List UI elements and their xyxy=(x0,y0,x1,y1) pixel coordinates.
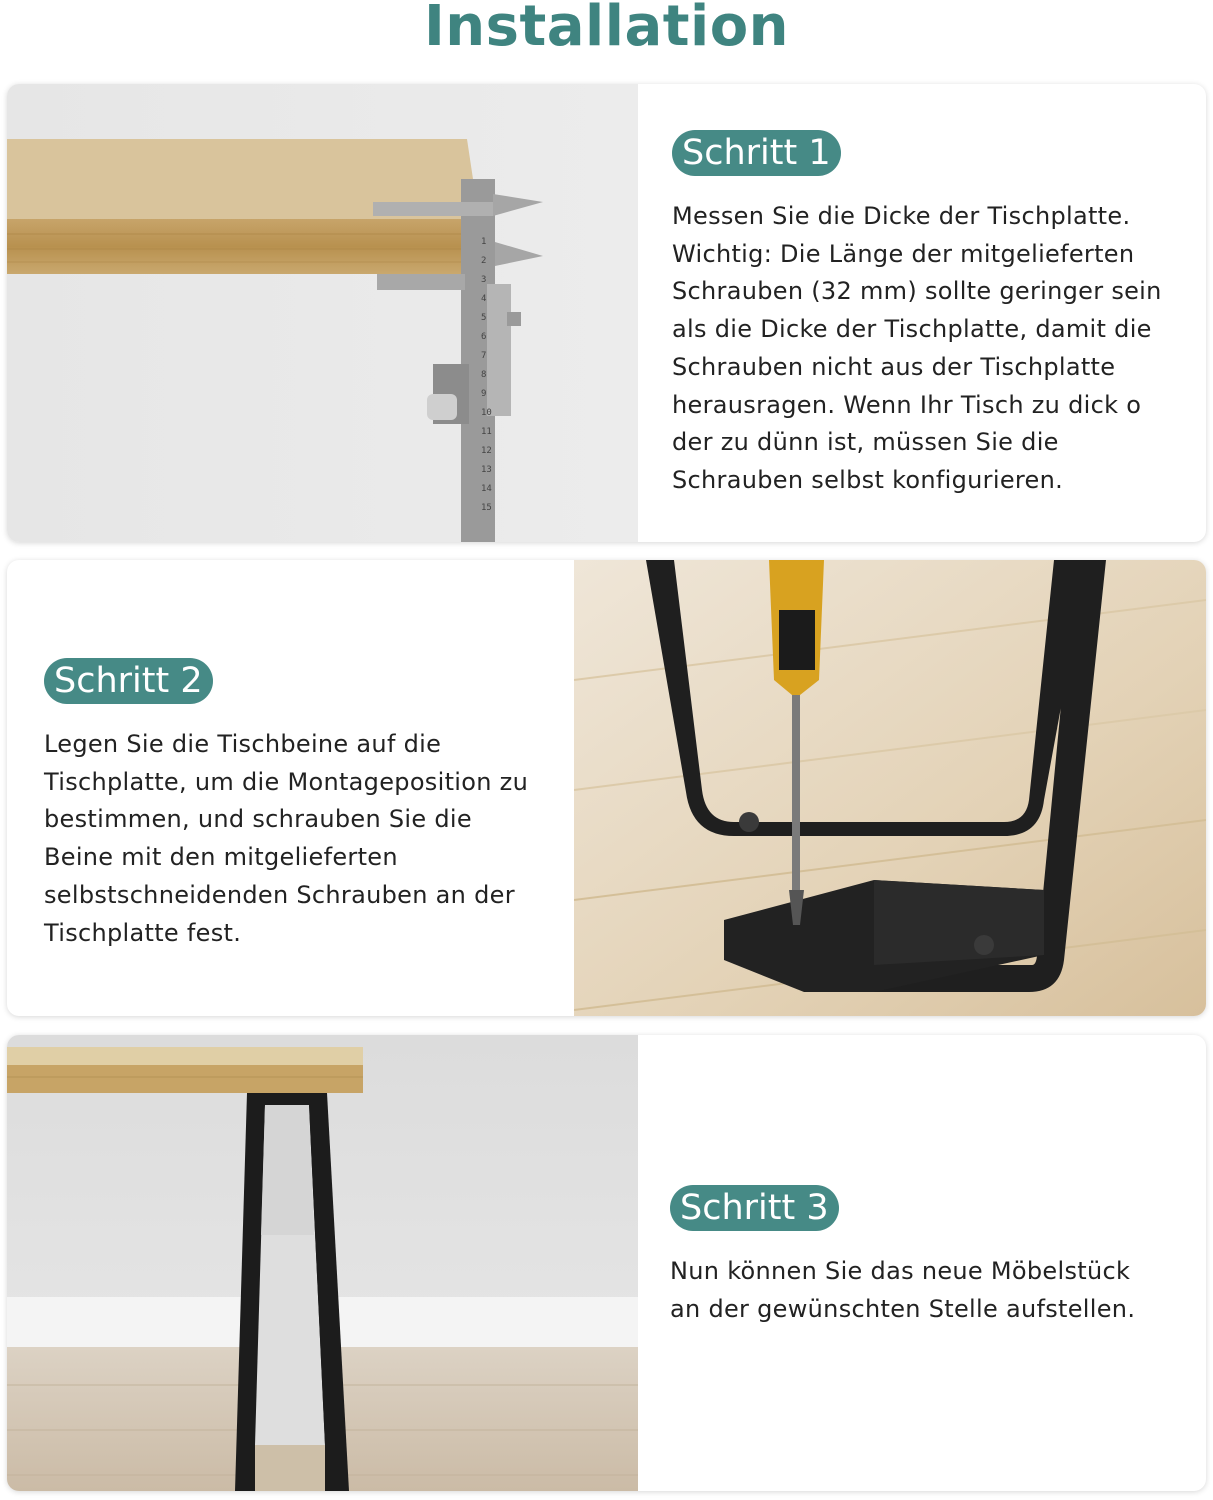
text-line: Schrauben selbst konfigurieren. xyxy=(672,465,1064,494)
step-3-image xyxy=(7,1035,638,1491)
step-description xyxy=(670,1253,1190,1328)
caliper-scale-number: 15 xyxy=(481,503,492,513)
text-line: Tischplatte, um die Montageposition zu xyxy=(44,767,529,796)
caliper-scale-number: 8 xyxy=(481,370,487,380)
step-badge: Schritt 1 xyxy=(672,130,841,176)
step-badge: Schritt 2 xyxy=(44,658,213,704)
caliper-scale-number: 3 xyxy=(481,275,487,285)
text-line: Beine mit den mitgelieferten xyxy=(44,843,398,872)
step-1-text xyxy=(672,130,1192,500)
page-title: Installation xyxy=(423,0,790,59)
text-line: als die Dicke der Tischplatte, damit die xyxy=(672,315,1152,344)
text-line: Schrauben nicht aus der Tischplatte xyxy=(672,352,1116,381)
text-line: Nun können Sie das neue Möbelstück xyxy=(670,1257,1131,1285)
step-3-text xyxy=(670,1185,1190,1328)
caliper-scale-number: 2 xyxy=(481,256,487,266)
text-line: herausragen. Wenn Ihr Tisch zu dick o xyxy=(672,390,1142,419)
step-badge: Schritt 3 xyxy=(670,1185,839,1231)
step-card-3 xyxy=(7,1035,1206,1491)
text-line: Messen Sie die Dicke der Tischplatte. xyxy=(672,202,1131,230)
caliper-scale-number: 11 xyxy=(481,427,492,437)
step-description xyxy=(672,198,1192,500)
step-card-1 xyxy=(7,84,1206,542)
caliper-scale-number: 10 xyxy=(481,408,492,418)
step-2-text xyxy=(44,658,564,952)
step-2-image xyxy=(574,560,1206,1016)
caliper-scale-number: 7 xyxy=(481,351,487,361)
text-line: Schrauben (32 mm) sollte geringer sein xyxy=(672,277,1162,306)
step-card-2 xyxy=(7,560,1206,1016)
step-1-image xyxy=(7,84,638,542)
caliper-scale-number: 12 xyxy=(481,446,492,456)
caliper-scale-number: 1 xyxy=(481,237,487,247)
caliper-scale-number: 9 xyxy=(481,389,487,399)
text-line: selbstschneidenden Schrauben an der xyxy=(44,880,515,909)
text-line: Tischplatte fest. xyxy=(44,918,242,947)
caliper-scale-number: 14 xyxy=(481,484,492,494)
text-line: Legen Sie die Tischbeine auf die xyxy=(44,730,442,758)
text-line: der zu dünn ist, müssen Sie die xyxy=(672,428,1059,457)
step-description xyxy=(44,726,564,952)
caliper-scale-number: 5 xyxy=(481,313,487,323)
text-line: Wichtig: Die Länge der mitgelieferten xyxy=(672,239,1135,268)
caliper-scale-number: 13 xyxy=(481,465,492,475)
caliper-scale-number: 6 xyxy=(481,332,487,342)
text-line: bestimmen, und schrauben Sie die xyxy=(44,805,472,834)
caliper-scale-number: 4 xyxy=(481,294,487,304)
text-line: an der gewünschten Stelle aufstellen. xyxy=(670,1294,1136,1323)
